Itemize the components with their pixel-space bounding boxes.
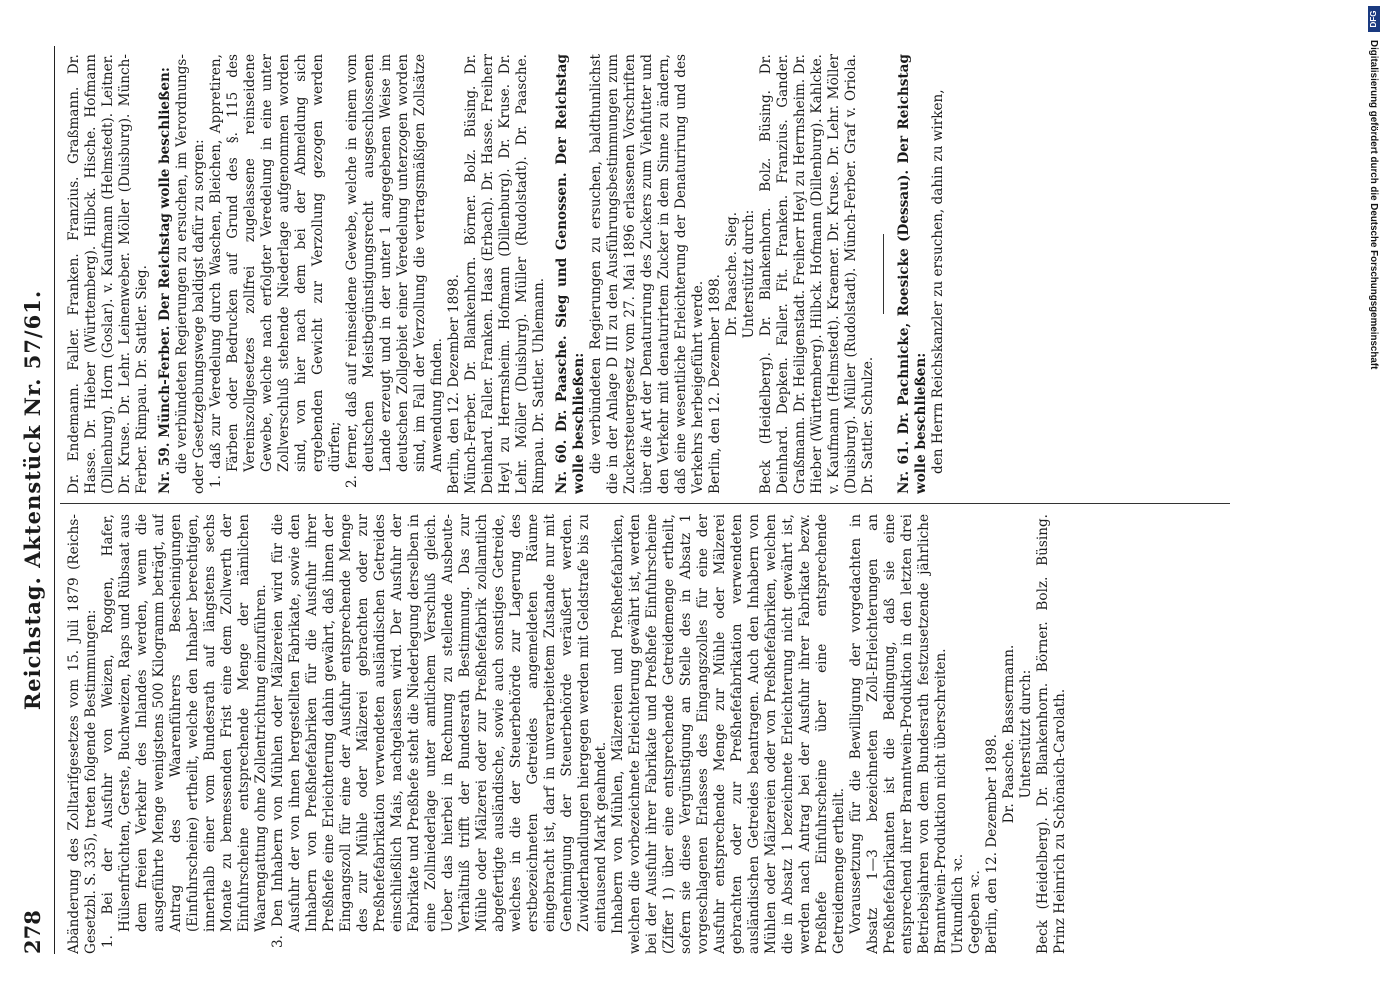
paragraph: Abänderung des Zolltarifgesetzes vom 15. Juli 1879 (Reichs-Gesetzbl. S. 335), treten folgende Bestimmungen: <box>66 514 99 954</box>
paragraph: Münch-Ferber. Dr. Blankenhorn. Börner. Bolz. Büsing. Dr. Deinhard. Faller. Franken. Haas (Erbach). Dr. Hasse. Freiherr Heyl zu Herrnsheim. Hofmann (Dillenburg). Dr. Kruse. Dr. Lehr. Möller (Duisburg). Müller (Rudolstadt). Dr. Paasche. Rimpau. Dr. Sattler. Uhlemann. <box>463 54 547 494</box>
paragraph: Berlin, den 12. Dezember 1898. <box>446 274 462 494</box>
paragraph: Dr. Paasche. Bassermann. <box>1001 644 1017 824</box>
paragraph: Beck (Heidelberg). Dr. Blankenhorn. Börner. Bolz. Büsing. Prinz Heinrich zu Schönaich-Carolath. <box>1035 514 1068 954</box>
paragraph: die verbündeten Regierungen zu ersuchen, baldthunlichst die in der Anlage D III zu den Ausführungsbestimmungen zum Zuckersteuergesetz vom 27. Mai 1896 erlassenen Vorschriften über die Art der Denaturirung des Zuckers zum Viehfutter und den Verkehr mit denaturirtem Zucker in dem Sinne zu ändern, daß eine wesentliche Erleichterung der Denaturirung und des Verkehrs herbeigeführt werde. <box>588 54 706 494</box>
right-text-column <box>60 54 1230 494</box>
paragraph: 1. Bei der Ausfuhr von Weizen, Roggen, Hafer, Hülsenfrüchten, Gerste, Buchweizen, Raps und Rübsaat aus dem freien Verkehr des Inlandes werden, wenn die ausgeführte Menge wenigstens 500 Kilogramm beträgt, auf Antrag des Waarenführers Bescheinigungen (Einfuhrscheine) ertheilt, welche den Inhaber berechtigen, innerhalb einer vom Bundesrath auf längstens sechs Monate zu bemessenden Frist eine dem Zollwerth der Einfuhrscheine entsprechende Menge der nämlichen Waarengattung ohne Zollentrichtung einzuführen. <box>100 514 269 948</box>
paragraph: Berlin, den 12. Dezember 1898. <box>984 734 1000 954</box>
paragraph: 2. ferner, daß auf reinseidene Gewebe, welche in einem vom deutschen Meistbegünstigungsrecht ausgeschlossenen Lande erzeugt und in der unter 1 angegebenen Weise im deutschen Zollgebiet einer Veredelung unterzogen worden sind, im Fall der Verzollung die vertragsmäßigen Zollsätze Anwendung finden. <box>344 54 445 488</box>
header-rule <box>54 46 55 954</box>
paragraph: Gegeben ꝛc. <box>967 870 983 954</box>
paragraph: Unterstützt durch: <box>1018 669 1034 799</box>
page-number: 278 <box>20 910 45 954</box>
motion-heading: Nr. 59. Münch-Ferber. Der Reichstag wolle beschließen: <box>157 67 173 494</box>
digitization-note: Digitalisierung gefördert durch die Deutsche Forschungsgemeinschaft <box>1368 40 1379 370</box>
paragraph: Dr. Paasche. Sieg. <box>724 211 740 337</box>
paragraph: 3. Den Inhabern von Mühlen oder Mälzereien wird für die Ausfuhr der von ihnen hergestellten Fabrikate, sowie den Inhabern von Preßhefefabriken für die Ausfuhr ihrer Preßhefe eine Erleichterung dahin gewährt, daß ihnen der Eingangszoll für eine der Ausfuhr entsprechende Menge des zur Mühle oder Mälzerei gebrachten oder zur Preßhefefabrikation verwendeten ausländischen Getreides einschließlich Mais, nachgelassen wird. Der Ausfuhr der Fabrikate und Preßhefe steht die Niederlegung derselben in eine Zollniederlage unter amtlichem Verschluß gleich. Ueber das hierbei in Rechnung zu stellende Ausbeute-Verhältniß trifft der Bundesrath Bestimmung. Das zur Mühle oder Mälzerei oder zur Preßhefefabrik zollamtlich abgefertigte ausländische, sowie auch sonstiges Getreide, welches in die der Steuerbehörde zur Lagerung des erstbezeichneten Getreides angemeldeten Räume eingebracht ist, darf in unverarbeitetem Zustande nur mit Genehmigung der Steuerbehörde veräußert werden. Zuwiderhandlungen hiergegen werden mit Geldstrafe bis zu eintausend Mark geahndet. <box>270 514 609 948</box>
paragraph: Beck (Heidelberg). Dr. Blankenhorn. Bolz. Büsing. Dr. Deinhard. Depken. Faller. Fit. Franken. Franzius. Gander. Graßmann. Dr. Heiligenstadt. Freiherr Heyl zu Herrnsheim. Dr. Hieber (Württemberg). Hilbck. Hofmann (Dillenburg). Kahlcke. v. Kaufmann (Helmstedt). Kraemer. Dr. Kruse. Dr. Lehr. Möller (Duisburg). Müller (Rudolstadt). Münch-Ferber. Graf v. Oriola. Dr. Sattler. Schulze. <box>758 54 876 494</box>
page-title: Reichstag. Aktenstück Nr. 57/61. <box>20 289 45 711</box>
column-divider <box>60 503 1230 504</box>
paragraph: die verbündeten Regierungen zu ersuchen, im Verordnungs- oder Gesetzgebungswege baldigst dafür zu sorgen: <box>174 54 207 494</box>
paragraph: den Herrn Reichskanzler zu ersuchen, dahin zu wirken, <box>930 89 946 474</box>
paragraph: Voraussetzung für die Bewilligung der vorgedachten in Absatz 1—3 bezeichneten Zoll-Erleichterungen an Preßhefefabrikanten ist die Bedingung, daß sie eine entsprechend ihrer Branntwein-Produktion in den letzten drei Betriebsjahren von dem Bundesrath festzusetzende jährliche Branntwein-Produktion nicht überschreiten. <box>848 514 949 954</box>
paragraph: Urkundlich ꝛc. <box>950 853 966 954</box>
paragraph: Inhabern von Mühlen, Mälzereien und Preßhefefabriken, welchen die vorbezeichnete Erleichterung gewährt ist, werden bei der Ausfuhr ihrer Fabrikate und Preßhefe Einfuhrscheine (Ziffer 1) über eine entsprechende Getreidemenge ertheilt, sofern sie diese Vergünstigung an Stelle des in Absatz 1 vorgeschlagenen Erlasses des Eingangszolles für eine der Ausfuhr entsprechende Menge zur Mühle oder Mälzerei gebrachten oder zur Preßhefefabrikation verwendeten ausländischen Getreides beantragen. Auch den Inhabern von Mühlen oder Mälzereien oder von Preßhefefabriken, welchen die in Absatz 1 bezeichnete Erleichterung nicht gewährt ist, werden nach Antrag bei der Ausfuhr ihrer Fabrikate bezw. Preßhefe Einfuhrscheine über eine entsprechende Getreidemenge ertheilt. <box>610 514 847 954</box>
paragraph: Unterstützt durch: <box>741 209 757 339</box>
motion-heading: Nr. 60. Dr. Paasche. Sieg und Genossen. Der Reichstag wolle beschließen: <box>554 54 587 494</box>
section-rule <box>883 234 884 314</box>
paragraph: Dr. Endemann. Faller. Franken. Franzius. Graßmann. Dr. Hasse. Dr. Hieber (Württemberg). Hilbck. Hische. Hofmann (Dillenburg). Horn (Goslar). v. Kaufmann (Helmstedt). Leitner. Dr. Kruse. Dr. Lehr. Leinenweber. Möller (Duisburg). Münch-Ferber. Rimpau. Dr. Sattler. Sieg. <box>66 54 150 494</box>
paragraph: Berlin, den 12. Dezember 1898. <box>707 274 723 494</box>
paragraph: 1. daß zur Veredelung durch Waschen, Bleichen, Appretiren, Färben oder Bedrucken auf Grund des §. 115 des Vereinszollgesetzes zollfrei zugelassene reinseidene Gewebe, welche nach erfolgter Veredelung in eine unter Zollverschluß stehende Niederlage aufgenommen worden sind, von hier nach dem bei der Abmeldung sich ergebenden Gewicht zur Verzollung gezogen werden dürfen; <box>208 54 343 488</box>
dfg-logo: DFG <box>1368 6 1380 32</box>
motion-heading: Nr. 61. Dr. Pachnicke, Roesicke (Dessau). Der Reichstag wolle beschließen: <box>896 54 929 494</box>
page-header <box>20 46 50 954</box>
left-text-column <box>60 514 1230 954</box>
